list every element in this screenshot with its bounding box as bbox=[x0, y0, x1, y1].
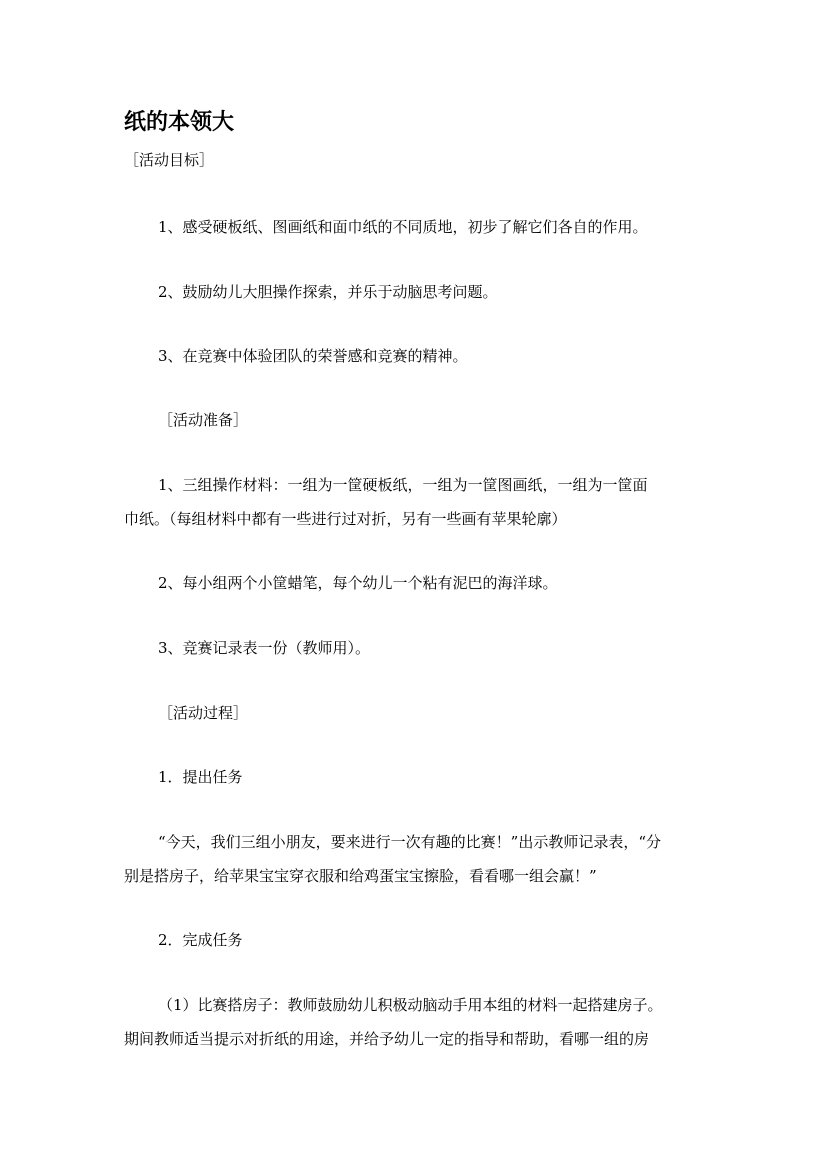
goal-item-3: 3、在竞赛中体验团队的荣誉感和竞赛的精神。 bbox=[158, 347, 468, 365]
prep-item-1-line-2: 巾纸。（每组材料中都有一些进行过对折，另有一些画有苹果轮廓） bbox=[124, 510, 567, 528]
process-sub-1-line-1: （1）比赛搭房子：教师鼓励幼儿积极动脑动手用本组的材料一起搭建房子。 bbox=[158, 996, 663, 1014]
prep-item-1-line-1: 1、三组操作材料：一组为一筐硬板纸，一组为一筐图画纸，一组为一筐面 bbox=[158, 476, 648, 494]
goals-heading: ［活动目标］ bbox=[124, 151, 215, 169]
prep-item-2: 2、每小组两个小筐蜡笔，每个幼儿一个粘有泥巴的海洋球。 bbox=[158, 574, 558, 592]
process-step-2: 2．完成任务 bbox=[158, 931, 243, 949]
goal-item-2: 2、鼓励幼儿大胆操作探索，并乐于动脑思考问题。 bbox=[158, 283, 498, 301]
prep-item-3: 3、竞赛记录表一份（教师用）。 bbox=[158, 639, 371, 657]
process-heading: ［活动过程］ bbox=[158, 704, 249, 722]
process-quote-line-1: “今天，我们三组小朋友，要来进行一次有趣的比赛！”出示教师记录表，“分 bbox=[158, 833, 662, 851]
prep-heading: ［活动准备］ bbox=[158, 411, 249, 429]
goal-item-1: 1、感受硬板纸、图画纸和面巾纸的不同质地，初步了解它们各自的作用。 bbox=[158, 218, 648, 236]
document-title: 纸的本领大 bbox=[124, 109, 235, 135]
process-sub-1-line-2: 期间教师适当提示对折纸的用途，并给予幼儿一定的指导和帮助，看哪一组的房 bbox=[124, 1030, 650, 1048]
process-step-1: 1．提出任务 bbox=[158, 768, 243, 786]
process-quote-line-2: 别是搭房子，给苹果宝宝穿衣服和给鸡蛋宝宝擦脸，看看哪一组会赢！” bbox=[124, 867, 597, 885]
